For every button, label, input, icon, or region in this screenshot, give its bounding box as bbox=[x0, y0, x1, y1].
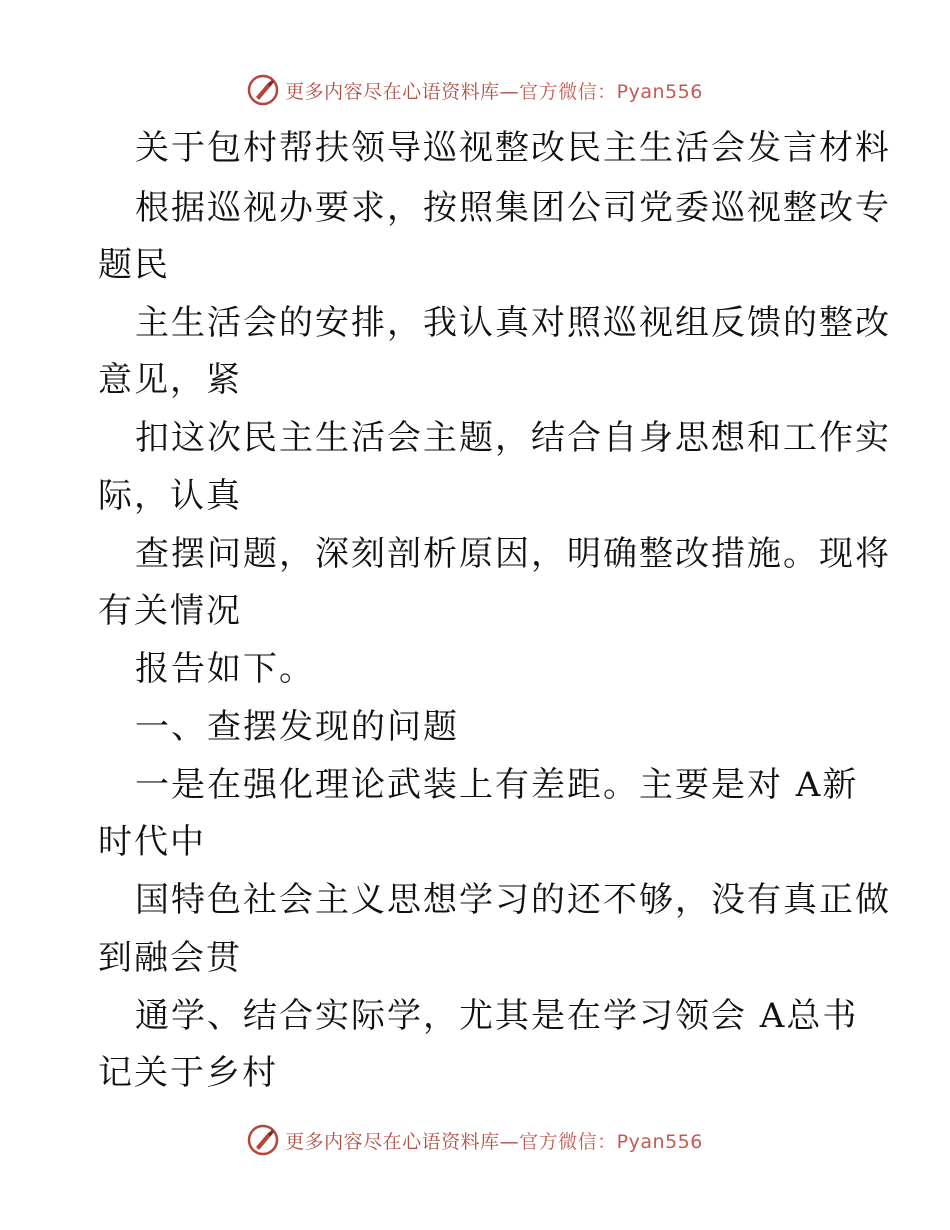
paragraph-line: 时代中 bbox=[98, 822, 206, 862]
banner-wechat: 官方微信：Pyan556 bbox=[519, 1130, 703, 1153]
paragraph-line: 通学、结合实际学，尤其是在学习领会 A总书 bbox=[135, 996, 859, 1036]
section-heading: 一、查摆发现的问题 bbox=[135, 707, 459, 747]
header-banner bbox=[0, 70, 950, 110]
pen-logo-icon bbox=[247, 74, 279, 106]
paragraph-line: 际，认真 bbox=[98, 476, 242, 516]
paragraph-line: 记关于乡村 bbox=[98, 1053, 278, 1093]
paragraph-line: 意见，紧 bbox=[98, 360, 242, 400]
banner-wechat: 官方微信：Pyan556 bbox=[519, 80, 703, 103]
paragraph-line: 一是在强化理论武装上有差距。主要是对 A新 bbox=[135, 765, 859, 805]
paragraph-line: 根据巡视办要求，按照集团公司党委巡视整改专 bbox=[135, 188, 891, 228]
banner-text: 更多内容尽在心语资料库—官方微信：Pyan556 bbox=[285, 1130, 703, 1153]
footer-banner bbox=[0, 1120, 950, 1160]
paragraph-line: 到融会贯 bbox=[98, 938, 242, 978]
paragraph-line: 有关情况 bbox=[98, 591, 242, 631]
paragraph-line: 扣这次民主生活会主题，结合自身思想和工作实 bbox=[135, 418, 891, 458]
paragraph-line: 查摆问题，深刻剖析原因，明确整改措施。现将 bbox=[135, 534, 891, 574]
paragraph-line: 题民 bbox=[98, 245, 170, 285]
pen-logo-icon bbox=[247, 1124, 279, 1156]
paragraph-line: 国特色社会主义思想学习的还不够，没有真正做 bbox=[135, 880, 891, 920]
banner-text: 更多内容尽在心语资料库—官方微信：Pyan556 bbox=[285, 80, 703, 103]
paragraph-line: 报告如下。 bbox=[135, 649, 315, 689]
paragraph-line: 主生活会的安排，我认真对照巡视组反馈的整改 bbox=[135, 303, 891, 343]
document-title: 关于包村帮扶领导巡视整改民主生活会发言材料 bbox=[135, 128, 891, 168]
